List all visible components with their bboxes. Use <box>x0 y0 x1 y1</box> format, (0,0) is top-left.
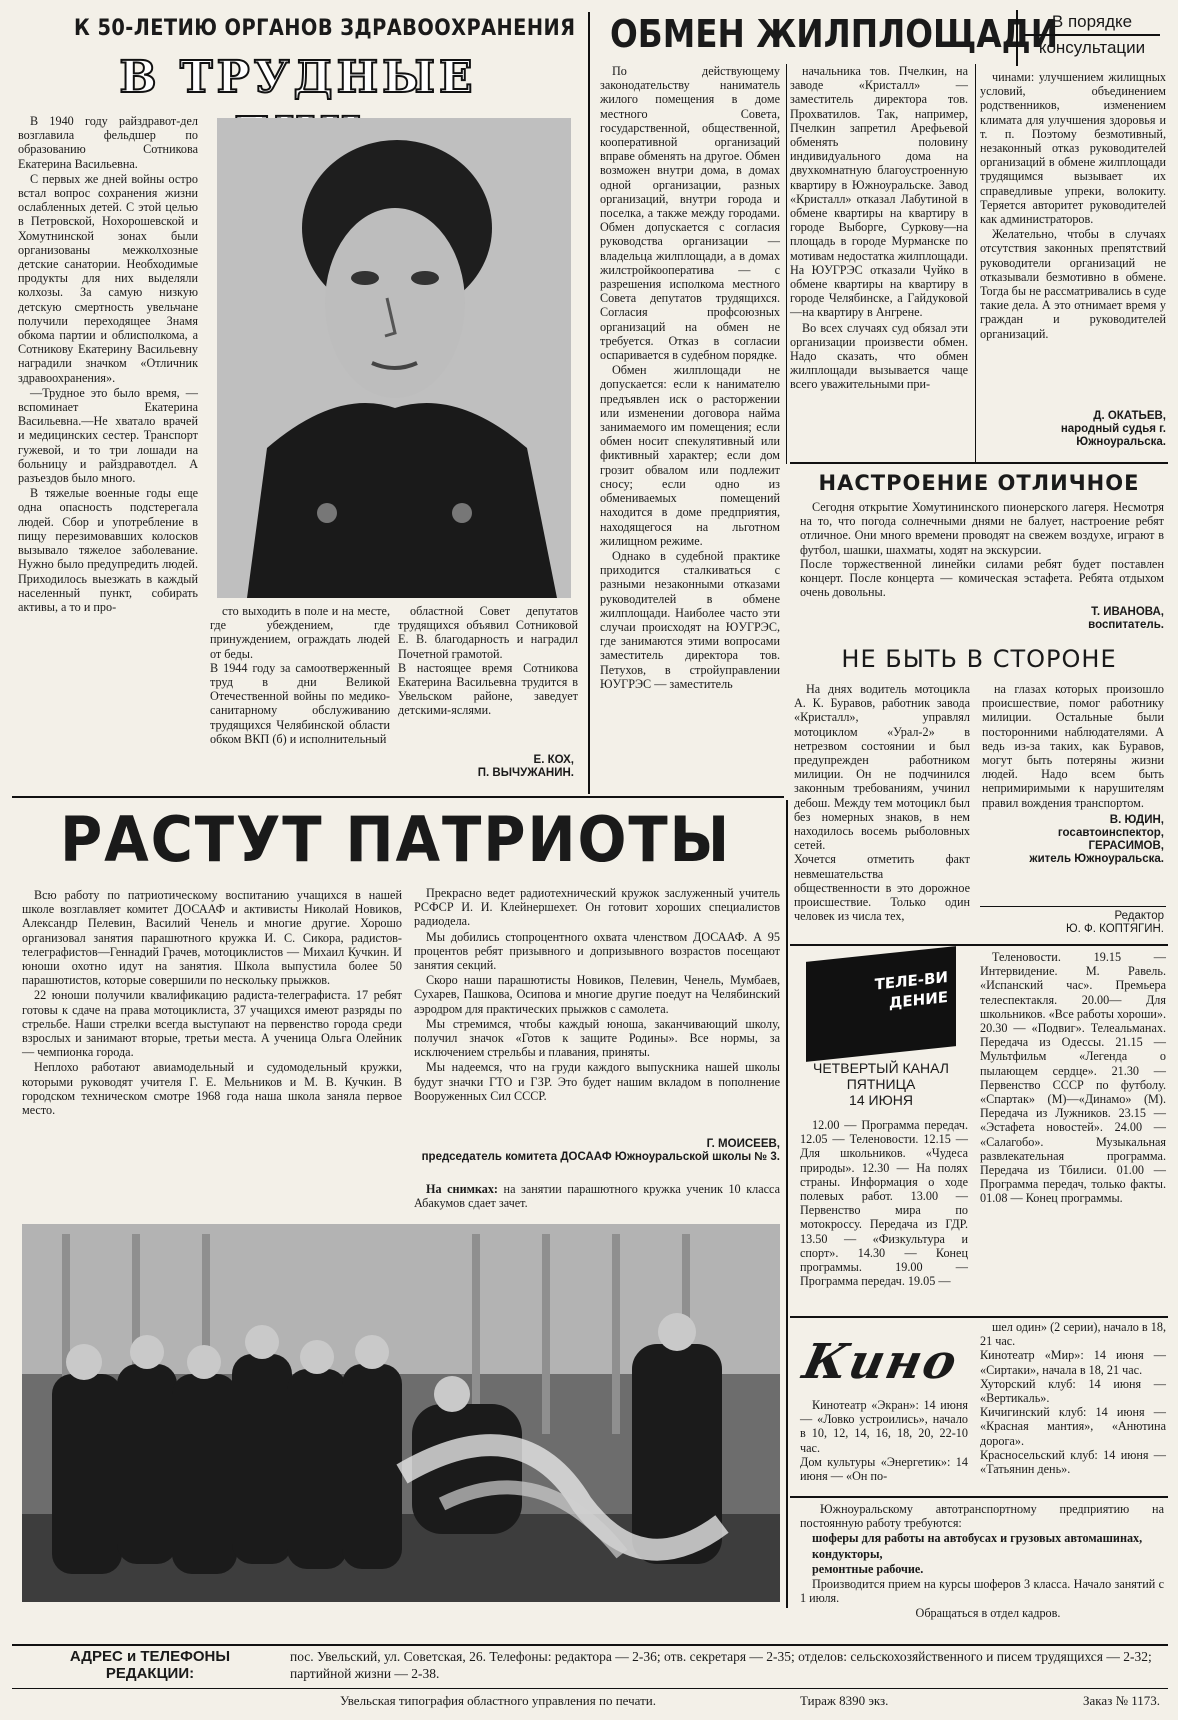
kino-col2: шел один» (2 серии), начало в 18, 21 час. Кинотеатр «Мир»: 14 июня — «Сиртаки», начала в 18, 21 час. Хуторский клуб: 14 июня — «Вертикаль». Кичигинский клуб: 14 июня — «Красная мантия», «Анютина дорога». Красносельский клуб: 14 июня — «Татьянин день». <box>980 1320 1166 1477</box>
horizontal-rule-ad <box>790 1496 1168 1498</box>
job-advertisement: Южноуральскому автотранспортному предприятию на постоянную работу требуются: шоферы для работы на автобусах и грузовых автомашинах, кондукторы, ремонтные рабочие. Производится прием на курсы шоферов 3 класса. Начало занятий с 1 июля. Обращаться в отдел кадров. <box>800 1502 1164 1621</box>
article3-signature: Т. ИВАНОВА, воспитатель. <box>1088 606 1164 631</box>
editor-rule <box>980 906 1166 907</box>
portrait-photo <box>217 118 571 598</box>
footer-rule-bottom <box>12 1688 1168 1689</box>
vertical-rule-3 <box>975 64 976 464</box>
title-difficult-days: В ТРУДНЫЕ <box>119 52 477 103</box>
article1-signature: Е. КОХ, П. ВЫЧУЖАНИН. <box>477 754 574 779</box>
vertical-rule-4 <box>786 800 788 1608</box>
article1-col1: В 1940 году райздравот-дел возглавила фельдшер по образованию Сотникова Екатерина Васильевна. С первых же дней войны остро встал вопрос сохранения жизни ослабленных детей. С этой целью в Петровской, Нохорошевской и Хомутнинской зонах были организованы межколхозные детские санатории. Необходимые продукты для них выделяли колхозы. За самую низкую детскую смертность увельчане получили переходящее Знамя обкома партии и облисполкома, а Сотникову Екатерину Васильевну наградили значком «Отличник здравоохранения». —Трудное это было время, —вспоминает Екатерина Васильевна.—Не хватало врачей и медицинских сестер. Транспорт гужевой, и то три лошади на больницу и райздравотдел. А разъездов было много. В тяжелые военные годы еще одна опасность подстерегала людей. Сбор и употребление в пищу перезимовавших колосков вызывало тяжелое заболевание. Нужно было предупредить людей. Приходилось выезжать в каждый населенный пункт, собирать активы, а то и про- <box>18 114 198 614</box>
tv-logo: ТЕЛЕ-ВИДЕНИЕ <box>806 946 956 1062</box>
footer-address: пос. Увельский, ул. Советская, 26. Телефоны: редактора — 2-36; отв. секретаря — 2-35; отделов: сельскохозяйственного и писем трудящихся — 2-32; партийной жизни — 2-38. <box>290 1649 1152 1681</box>
footer-circulation: Тираж 8390 экз. <box>800 1693 889 1708</box>
horizontal-rule-kino <box>790 1316 1168 1318</box>
tv-program-col1: 12.00 — Программа передач. 12.05 — Теленовости. 12.15 — Для школьников. «Чудеса природы». 12.30 — На полях страны. Информация о ходе полевых работ. 13.00 — Первенство мира по мотокроссу. Передача из ГДР. 13.50 — «Физкультура и спорт». 14.30 — Конец программы. 19.00 — Программа передач. 19.05 — <box>800 1118 968 1289</box>
article5-signature: Г. МОИСЕЕВ, председатель комитета ДОСААФ Южноуральской школы № 3. <box>421 1138 780 1163</box>
article2-signature: Д. ОКАТЬЕВ, народный судья г. Южноуральска. <box>1060 410 1166 448</box>
rubric: В порядке консультации <box>1016 10 1166 66</box>
kino-logo: Кино <box>798 1334 964 1390</box>
article2-col1: По действующему законодательству наниматель жилого помещения в доме местного Совета, государственной, общественной, кооперативной организаций вправе обменять на другое. Обмен возможен внутри дома, в домах одной организации, разных организаций, внутри города и поселка, а также между городами. Обмен допускается с согласия руководства организации — владельца жилплощади, а в домах жилстройкооператива — с разрешения исполкома местного Совета депутатов трудящихся. Согласия профсоюзных организаций на обмен не требуется. Отказ в согласии оспаривается в судебном порядке. Обмен жилплощади не допускается: если к нанимателю предъявлен иск о расторжении или изменении договора найма занимаемого им помещения; если обмен носит спекулятивный или фиктивный характер; если дом грозит обвалом или подлежит сносу; если одно из обмениваемых помещений находится в доме предприятия, находящегося на льготном жилищном режиме. Однако в судебной практике приходится сталкиваться с разными незаконными отказами руководителей в обмене жилплощади. Наиболее часто эти случаи происходят на ЮУГРЭС, где занимаются этими вопросами заместитель директора тов. Петухов, в стройуправлении ЮУГРЭС — заместитель <box>600 64 780 691</box>
footer-rule-top <box>12 1644 1168 1646</box>
parachute-class-photo <box>22 1224 780 1602</box>
footer-printer: Увельская типография областного управления по печати. <box>340 1693 656 1708</box>
article5-col1: Всю работу по патриотическому воспитанию учащихся в нашей школе возглавляет комитет ДОСААФ и активисты Николай Новиков, Александр Пелевин, Василий Ченель и многие другие. Хорошо организовал занятия парашютного кружка И. С. Сикора, радистов-телеграфистов—Геннадий Грачев, мотоциклистов — Михаил Кучкин. И юноши охотно идут на занятия. Школа выпустила более 50 парашютистов, которые совершили по нескольку прыжков. 22 юноши получили квалификацию радиста-телеграфиста. 17 ребят готовы к сдаче на права мотоциклиста, 37 учащихся имеют разряды по стрельбе. Наши стрелки всегда выступают на первенство города среди взрослых и занимают вторые, третьи места. А ученица Ольга Олейник — чемпионка города. Неплохо работают авиамодельный и судомодельный кружки, которыми руководят учителя Г. Е. Мельников и М. В. Кучкин. В городском техническом смотре 1968 года наша школа заняла первое место. <box>22 888 402 1118</box>
vertical-rule-2 <box>786 64 787 464</box>
article4-col1: На днях водитель мотоцикла А. К. Буравов, работник завода «Кристалл», управлял мотоциклом «Урал-2» в нетрезвом состоянии и был предупрежден работником милиции. Он не подчинился законным требованиям, учинил дебош. Между тем мотоцикл был без номерных знаков, в нем находилось восемь рыболовных сетей. Хочется отметить факт невмешательства общественности в это дорожное происшествие. Только один человек из числа тех, <box>794 682 970 924</box>
footer-order: Заказ № 1173. <box>1083 1693 1160 1708</box>
article4-signature: В. ЮДИН, госавтоинспектор, ГЕРАСИМОВ, житель Южноуральска. <box>1029 814 1164 865</box>
article5-col2: Прекрасно ведет радиотехнический кружок заслуженный учитель РСФСР И. И. Клейнершехет. Он готовит хороших специалистов радиодела. Мы добились стопроцентного охвата членством ДОСААФ. А 95 процентов ребят призывного и допризывного возрастов посещают занятия секций. Скоро наши парашютисты Новиков, Пелевин, Ченель, Мумбаев, Сухарев, Пашкова, Осипова и многие другие поедут на Челябинский аэродром для практических прыжков с самолета. Мы стремимся, чтобы каждый юноша, заканчивающий школу, получил значок «Готов к защите Родины». Все нормы, за исключением стрельбы и плавания, приняты. Мы надеемся, что на груди каждого выпускника нашей школы будут значки ГТО и ГЗР. Это будет нашим вкладом в пополнение Вооруженных Сил СССР. <box>414 886 780 1103</box>
editor-name: Редактор Ю. Ф. КОПТЯГИН. <box>1066 910 1164 935</box>
article1-col3: областной Совет депутатов трудящихся объявил Сотниковой Е. В. благодарность и наградил Почетной грамотой. В настоящее время Сотникова Екатерина Васильевна трудится в Увельском районе, заведует детскими-яслями. <box>398 604 578 718</box>
kino-col1: Кинотеатр «Экран»: 14 июня — «Ловко устроились», начало в 10, 12, 14, 16, 18, 20, 22-10 час. Дом культуры «Энергетик»: 14 июня — «Он по- <box>800 1398 968 1484</box>
horizontal-rule-main <box>12 796 784 798</box>
vertical-rule-1 <box>588 12 590 794</box>
title-mood-excellent: НАСТРОЕНИЕ ОТЛИЧНОЕ <box>818 471 1140 495</box>
footer-label: АДРЕС и ТЕЛЕФОНЫ РЕДАКЦИИ: <box>69 1648 231 1682</box>
horizontal-rule-article3 <box>790 462 1168 464</box>
photo-caption: На снимках: на занятии парашютного кружка ученик 10 класса Абакумов сдает зачет. <box>414 1182 780 1211</box>
tv-program-col2: Теленовости. 19.15 — Интервидение. М. Равель. «Испанский час». Премьера телеспектакля. 20.00— Для школьников. «Все работы хороши». 20.30 — «Подвиг». Телеальманах. Передача из Одессы. 21.15 — Мультфильм «Легенда о пылающем сердце». 21.30 — Первенство СССР по футболу. «Спартак» (М)—«Динамо» (М). Передача из Лужников. 23.15 — «Эстафета новостей». 24.00 — «Салагобо». Музыкальная развлекательная программа. Передача из Тбилиси. 01.00 — Программа передач, только факты. 01.08 — Конец программы. <box>980 950 1166 1206</box>
title-housing-exchange: ОБМЕН ЖИЛПЛОЩАДИ <box>610 12 1059 56</box>
horizontal-rule-tv <box>790 944 1168 946</box>
tv-heading: ЧЕТВЕРТЫЙ КАНАЛ ПЯТНИЦА 14 ИЮНЯ <box>813 1060 949 1108</box>
article2-col2: начальника тов. Пчелкин, на заводе «Кристалл» — заместитель директора тов. Прохватилов. Так, например, Пчелкин запретил Арефьевой обменять половину индивидуального дома на двухкомнатную благоустроенную квартиру в Южноуральске. Завод «Кристалл» отказал Лабутиной в обмене квартиры на квартиру в городе Выборге, Суркову—на площадь в городе Мурманске по мотивам недостатка жилплощади. На ЮУГРЭС отказали Чуйко в обмене квартиры на квартиру в городе Челябинске, а Гайдуковой—на квартиру в Ангрене. Во всех случаях суд обязал эти организации произвести обмен. Надо сказать, что обмен жилплощади вызывается чаще всего уважительными при- <box>790 64 968 392</box>
article4-col2: на глазах которых произошло происшествие, помог работнику милиции. Остальные были посторонними наблюдателями. А ведь из-за таких, как Буравов, могут быть потеряны жизни людей. Надо всем быть непримиримыми к нарушителям правил вождения транспортом. <box>982 682 1164 810</box>
article1-col2: сто выходить в поле и на месте, где убеждением, где принуждением, ограждать людей от беды. В 1944 году за самоотверженный труд в дни Великой Отечественной войны по медико-санитарному обслуживанию трудящихся Челябинской области обком ВКП (б) и исполнительный <box>210 604 390 746</box>
title-not-stand-aside: НЕ БЫТЬ В СТОРОНЕ <box>841 645 1117 673</box>
article3-text: Сегодня открытие Хомутининского пионерского лагеря. Несмотря на то, что погода солнечными днями не балует, настроение ребят отличное. Они много времени проводят на свежем воздухе, играют в футбол, шашки, шахматы, ходят на экскурсии. После торжественной линейки силами ребят будет поставлен концерт. После концерта — комическая эстафета. Ребята отдыхом очень довольны. <box>800 500 1164 600</box>
title-patriots: РАСТУТ ПАТРИОТЫ <box>60 803 732 876</box>
article2-col3: чинами: улучшением жилищных условий, объединением родственников, изменением климата для улучшения здоровья и т. п. Поэтому безмотивный, незаконный отказ руководителей организаций в обмене жилплощади трудящимся вызывает их справедливые упреки, волокиту. Теряется авторитет руководителей как администраторов. Желательно, чтобы в случаях отсутствия законных препятствий руководители организаций не отказывали безмотивно в обмене. Тогда бы не рассматривались в суде такие дела. А это отнимает время у граждан и руководителей организаций. <box>980 70 1166 341</box>
kicker-health: К 50-ЛЕТИЮ ОРГАНОВ ЗДРАВООХРАНЕНИЯ <box>74 16 576 41</box>
